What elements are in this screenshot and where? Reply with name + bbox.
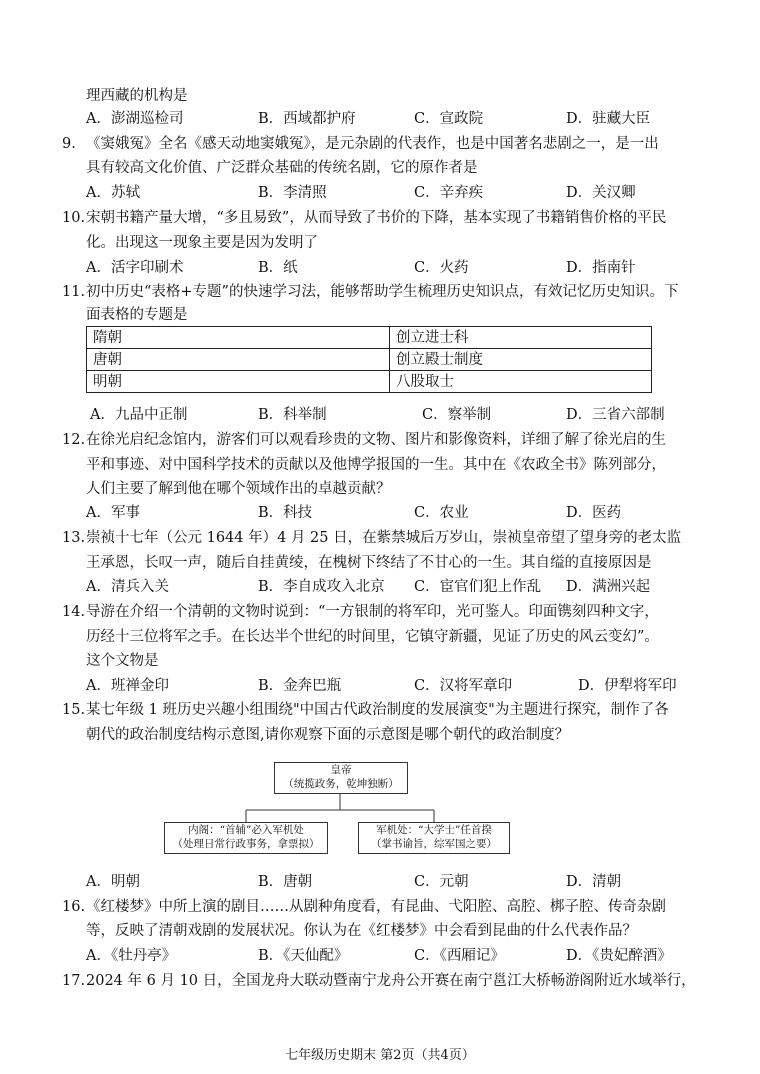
q14-option-a: A．班禅金印 xyxy=(86,678,169,694)
table-cell: 创立进士科 xyxy=(390,327,652,349)
q9-number: 9. xyxy=(62,136,76,152)
q9-line-2: 具有较高文化价值、广泛群众基础的传统名剧，它的原作者是 xyxy=(86,160,478,176)
q15-option-c: C．元朝 xyxy=(414,874,469,890)
q10-option-b: B．纸 xyxy=(258,260,298,276)
q13-option-c: C．宦官们犯上作乱 xyxy=(414,579,542,595)
q13-line-2: 王承恩，长叹一声，随后自挂黄绫，在槐树下终结了不甘心的一生。其自缢的直接原因是 xyxy=(86,555,652,571)
cabinet-title: 内阁：“首辅”必入军机处 xyxy=(188,824,304,836)
q8-option-b: B．西域都护府 xyxy=(258,111,356,127)
q16-line-1: 《红楼梦》中所上演的剧目……从剧种角度看，有昆曲、弋阳腔、高腔、梆子腔、传奇杂剧 xyxy=(86,899,666,915)
table-cell: 隋朝 xyxy=(87,327,390,349)
q13-option-b: B．李自成攻入北京 xyxy=(258,579,385,595)
q12-line-1: 在徐光启纪念馆内，游客们可以观看珍贵的文物、图片和影像资料，详细了解了徐光启的生 xyxy=(86,432,666,448)
q14-line-1: 导游在介绍一个清朝的文物时说到：“一方银制的将军印，光可鉴人。印面镌刻四种文字， xyxy=(86,604,659,620)
q17-number: 17. xyxy=(62,973,86,989)
q16-line-2: 等，反映了清朝戏剧的发展状况。你认为在《红楼梦》中会看到昆曲的什么代表作品？ xyxy=(86,923,637,939)
q8-option-c: C．宣政院 xyxy=(414,111,484,127)
q16-option-c: C．《西厢记》 xyxy=(414,948,505,964)
q11-option-b: B．科举制 xyxy=(258,407,327,423)
q9-option-c: C．辛弃疾 xyxy=(414,185,484,201)
q15-line-2: 朝代的政治制度结构示意图,请你观察下面的示意图是哪个朝代的政治制度？ xyxy=(86,727,570,743)
table-cell: 唐朝 xyxy=(87,349,390,371)
cabinet-box xyxy=(164,822,328,854)
q11-table xyxy=(86,326,652,393)
q12-line-3: 人们主要了解到他在哪个领域作出的卓越贡献？ xyxy=(86,481,391,497)
grand-council-title: 军机处：“大学士”任首揆 xyxy=(376,824,492,836)
q15-option-a: A．明朝 xyxy=(86,874,140,890)
q10-line-2: 化。出现这一现象主要是因为发明了 xyxy=(86,235,318,251)
q16-option-a: A．《牡丹亭》 xyxy=(86,948,177,964)
q15-option-b: B．唐朝 xyxy=(258,874,313,890)
grand-council-desc: （掌书谕旨，综军国之要） xyxy=(371,838,497,850)
q10-option-c: C．火药 xyxy=(414,260,469,276)
q16-number: 16. xyxy=(62,899,86,915)
q14-option-d: D．伊犁将军印 xyxy=(578,678,677,694)
q17-line-1: 2024 年 6 月 10 日，全国龙舟大联动暨南宁龙舟公开赛在南宁邕江大桥畅游阁附近水域举行， xyxy=(86,973,696,989)
q8-option-d: D．驻藏大臣 xyxy=(566,111,651,127)
page-footer: 七年级历史期末 第2页（共4页） xyxy=(285,1048,475,1063)
table-cell: 明朝 xyxy=(87,371,390,393)
q10-number: 10. xyxy=(62,210,86,226)
q9-line-1: 《窦娥冤》全名《感天动地窦娥冤》，是元杂剧的代表作，也是中国著名悲剧之一，是一出 xyxy=(86,136,659,152)
q11-option-d: D．三省六部制 xyxy=(566,407,665,423)
q9-option-d: D．关汉卿 xyxy=(566,185,636,201)
q12-number: 12. xyxy=(62,432,86,448)
q16-option-b: B．《天仙配》 xyxy=(258,948,349,964)
q15-option-d: D．清朝 xyxy=(566,874,622,890)
table-row xyxy=(87,327,652,349)
q11-line-1: 初中历史“表格+专题”的快速学习法，能够帮助学生梳理历史知识点，有效记忆历史知识。下 xyxy=(86,284,679,300)
table-cell: 八股取士 xyxy=(390,371,652,393)
q10-line-1: 宋朝书籍产量大增，“多且易致”，从而导致了书价的下降，基本实现了书籍销售价格的平民 xyxy=(86,210,667,226)
q14-number: 14. xyxy=(62,604,86,620)
q13-number: 13. xyxy=(62,530,86,546)
table-cell: 创立殿士制度 xyxy=(390,349,652,371)
q12-option-a: A．军事 xyxy=(86,505,140,521)
q15-number: 15. xyxy=(62,702,86,718)
q11-line-2: 面表格的专题是 xyxy=(86,307,188,323)
q10-option-d: D．指南针 xyxy=(566,260,636,276)
q14-line-2: 历经十三位将军之手。在长达半个世纪的时间里，它镇守新疆，见证了历史的风云变幻”。 xyxy=(86,629,659,645)
q12-option-c: C．农业 xyxy=(414,505,469,521)
emperor-desc: （统揽政务，乾坤独断） xyxy=(283,778,399,790)
table-row xyxy=(87,349,652,371)
q13-option-d: D．满洲兴起 xyxy=(566,579,651,595)
q13-line-1: 崇祯十七年（公元 1644 年）4 月 25 日，在紫禁城后万岁山，崇祯皇帝望了望身旁的老太监 xyxy=(86,530,682,546)
q14-line-3: 这个文物是 xyxy=(86,653,159,669)
q11-option-c: C．察举制 xyxy=(422,407,492,423)
q12-option-d: D．医药 xyxy=(566,505,622,521)
q9-option-b: B．李清照 xyxy=(258,185,327,201)
q11-option-a: A．九品中正制 xyxy=(90,407,188,423)
q15-structure-diagram xyxy=(160,760,520,860)
q8-option-a: A．澎湖巡检司 xyxy=(86,111,184,127)
q14-option-c: C．汉将军章印 xyxy=(414,678,513,694)
q12-line-2: 平和事迹、对中国科学技术的贡献以及他博学报国的一生。其中在《农政全书》陈列部分， xyxy=(86,457,666,473)
q14-option-b: B．金奔巴瓶 xyxy=(258,678,342,694)
q15-line-1: 某七年级 1 班历史兴趣小组围绕"中国古代政治制度的发展演变"为主题进行探究，制作了各 xyxy=(86,702,669,718)
q9-option-a: A．苏轼 xyxy=(86,185,140,201)
emperor-box xyxy=(274,762,408,794)
q16-option-d: D．《贵妃醉酒》 xyxy=(566,948,672,964)
grand-council-box xyxy=(358,822,510,854)
table-row xyxy=(87,371,652,393)
q12-option-b: B．科技 xyxy=(258,505,313,521)
q13-option-a: A．清兵入关 xyxy=(86,579,169,595)
cabinet-desc: （处理日常行政事务，拿票拟） xyxy=(172,838,320,850)
emperor-title: 皇帝 xyxy=(330,764,352,776)
q8-stem-cont: 理西藏的机构是 xyxy=(86,88,188,104)
q11-number: 11. xyxy=(62,284,86,300)
q10-option-a: A．活字印刷术 xyxy=(86,260,184,276)
